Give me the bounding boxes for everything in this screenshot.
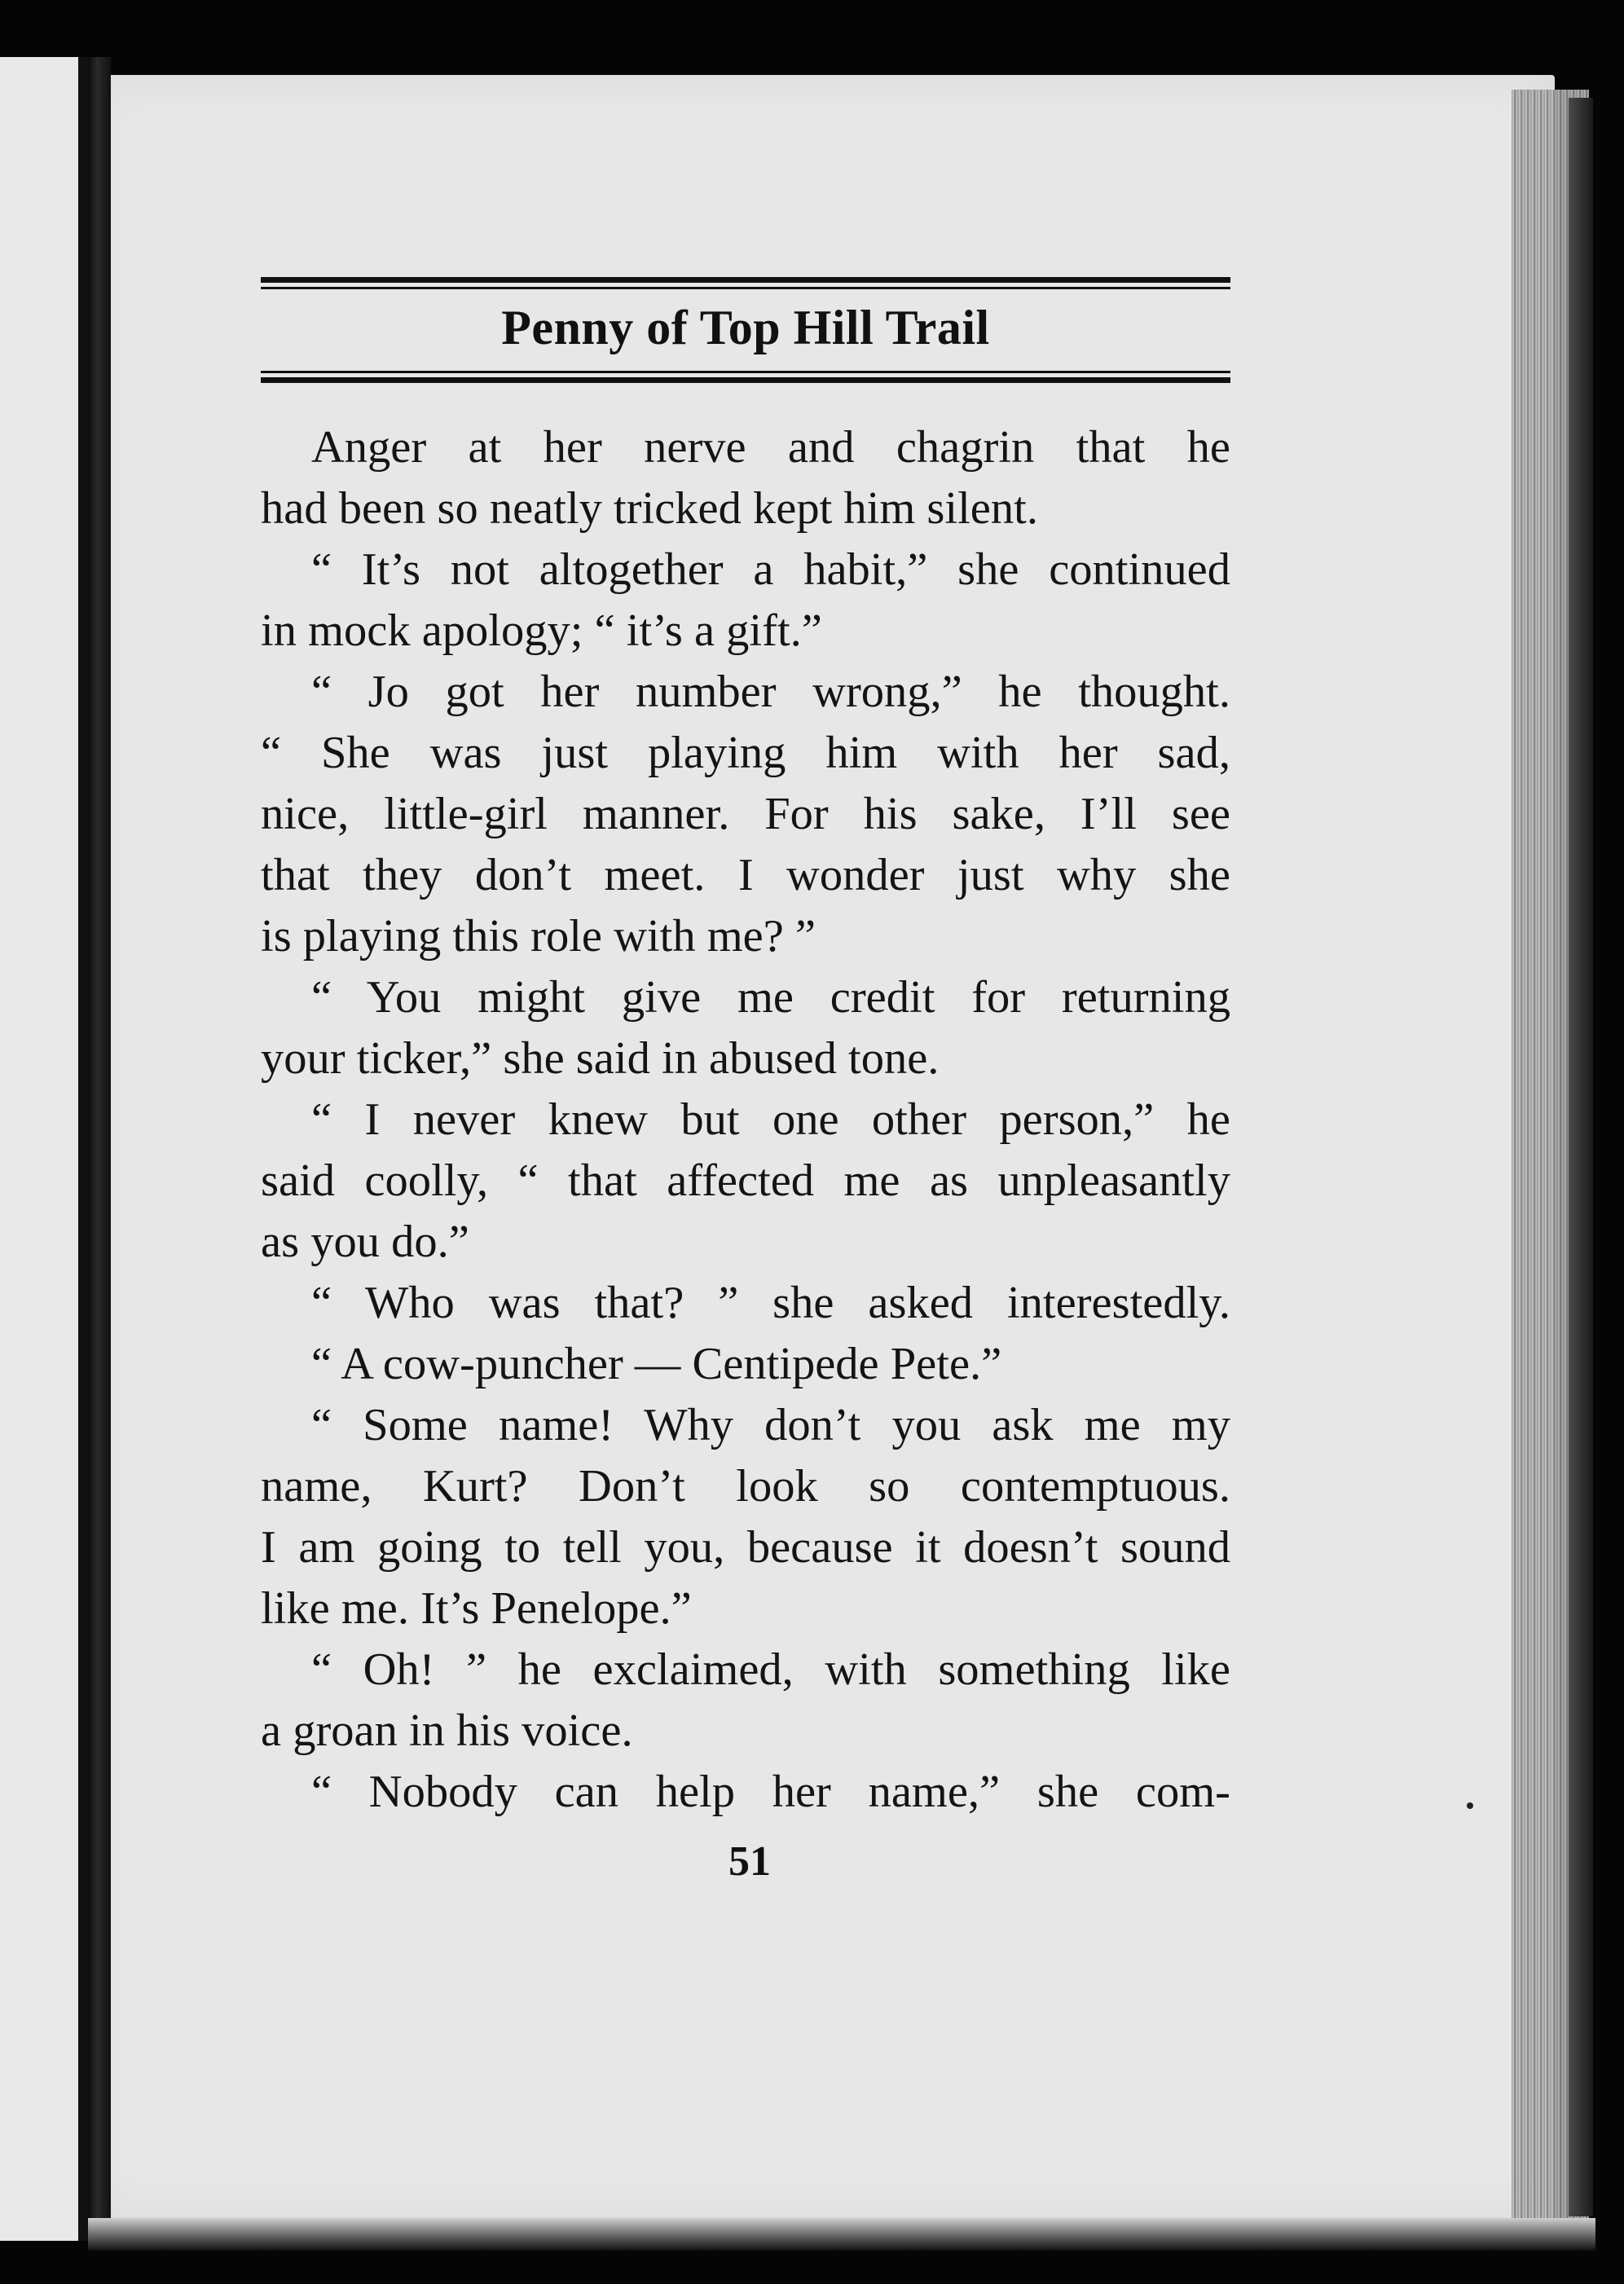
text-line: “ Jo got her number wrong,” he thought. — [311, 667, 1230, 717]
text-line: is playing this role with me? ” — [261, 911, 816, 962]
text-line: nice, little-girl manner. For his sake, I’ll see — [261, 789, 1230, 839]
header-rule-bottom — [261, 371, 1230, 387]
text-line: your ticker,” she said in abused tone. — [261, 1033, 940, 1084]
text-line: “ Who was that? ” she asked interestedly. — [311, 1278, 1230, 1328]
ink-speck — [1467, 1802, 1473, 1809]
page-bottom-edge — [88, 2218, 1595, 2251]
page-fore-edge-shadow — [1569, 98, 1593, 2216]
text-line: “ She was just playing him with her sad, — [261, 728, 1230, 778]
text-line: “ Oh! ” he exclaimed, with something like — [311, 1644, 1230, 1695]
text-line: “ Nobody can help her name,” she com- — [311, 1767, 1230, 1817]
text-line: “ I never knew but one other person,” he — [311, 1094, 1230, 1145]
text-line: like me. It’s Penelope.” — [261, 1583, 692, 1634]
facing-page-edge — [0, 57, 88, 2241]
text-line: that they don’t meet. I wonder just why she — [261, 850, 1230, 900]
text-line: had been so neatly tricked kept him silent. — [261, 483, 1038, 534]
text-line: name, Kurt? Don’t look so contemptuous. — [261, 1461, 1230, 1512]
text-line: “ A cow-puncher — Centipede Pete.” — [311, 1339, 1002, 1389]
text-line: said coolly, “ that affected me as unpleasantly — [261, 1155, 1230, 1206]
text-line: a groan in his voice. — [261, 1705, 633, 1756]
header-rule-top — [261, 277, 1230, 289]
text-line: “ Some name! Why don’t you ask me my — [311, 1400, 1230, 1450]
text-line: “ It’s not altogether a habit,” she continued — [311, 544, 1230, 595]
text-line: “ You might give me credit for returning — [311, 972, 1230, 1023]
text-line: in mock apology; “ it’s a gift.” — [261, 605, 822, 656]
page-number: 51 — [728, 1838, 771, 1885]
text-line: I am going to tell you, because it doesn’t sound — [261, 1522, 1230, 1573]
running-head: Penny of Top Hill Trail — [501, 301, 990, 354]
text-line: Anger at her nerve and chagrin that he — [311, 422, 1230, 473]
body-text — [261, 417, 1230, 1823]
text-line: as you do.” — [261, 1217, 469, 1267]
gutter — [88, 57, 111, 2241]
